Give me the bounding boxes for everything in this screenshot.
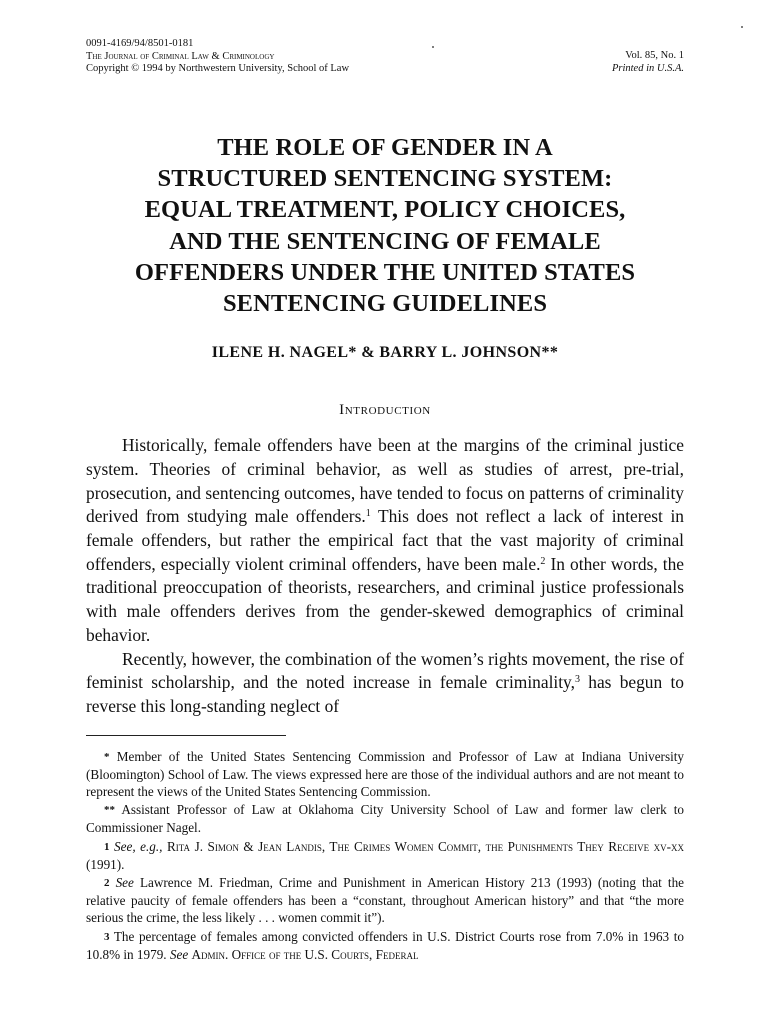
- text-run: This does not reflect a lack of interest in female offenders, but rather the empirical fact that the vast majority of criminal offenders, especially violent criminal offenders, have been male.: [86, 506, 684, 574]
- body-text: [86, 434, 684, 718]
- footnote-text: Assistant Professor of Law at Oklahoma City University School of Law and former law clerk to Commissioner Nagel.: [86, 802, 684, 836]
- text-run: Historically, female offenders have been at the margins of the criminal justice system. Theories of criminal behavior, as well as studies of arrest, pre-trial, prosecution, and sentencing outcomes, have tended to focus on patterns of criminality derived from studying male offenders.: [86, 435, 684, 527]
- journal-page: [86, 38, 684, 964]
- paragraph: [86, 434, 684, 647]
- footnotes: [86, 748, 684, 963]
- footnote-item: [86, 838, 684, 873]
- title-line: AND THE SENTENCING OF FEMALE: [169, 227, 601, 255]
- footnote-text: Member of the United States Sentencing Commission and Professor of Law at Indiana University (Bloomington) School of Law. The views expressed here are those of the individual authors and are not meant to represent the views of the United States Sentencing Commission.: [86, 748, 685, 800]
- title-line: OFFENDERS UNDER THE UNITED STATES: [134, 258, 636, 286]
- text-run: In other words, the traditional preoccupation of theorists, researchers, and criminal justice professionals with male offenders derives from the gender-skewed demographics of criminal behavior.: [86, 553, 684, 645]
- author-line: ILENE H. NAGEL* & BARRY L. JOHNSON**: [211, 344, 559, 362]
- copyright-line: Copyright © 1994 by Northwestern University, School of Law: [86, 63, 350, 74]
- article-title: [86, 132, 684, 319]
- text-run: has begun to reverse this long-standing neglect of: [86, 672, 684, 716]
- journal-name: The Journal of Criminal Law & Criminology: [86, 50, 275, 62]
- footnote-item: [86, 801, 684, 836]
- footnote-ref[interactable]: 2: [540, 555, 546, 567]
- footnote-ref[interactable]: 1: [365, 508, 371, 520]
- signal-word: See, e.g.,: [114, 838, 163, 854]
- scan-speck: [741, 26, 743, 28]
- footnote-marker: 1: [104, 840, 110, 853]
- signal-word: See: [115, 875, 134, 891]
- text-run: Recently, however, the combination of the women’s rights movement, the rise of feminist scholarship, and the noted increase in female criminality,: [86, 648, 684, 693]
- footnote-marker: *: [104, 750, 110, 763]
- header-left: [86, 38, 349, 76]
- title-line: SENTENCING GUIDELINES: [222, 290, 548, 318]
- title-line: STRUCTURED SENTENCING SYSTEM:: [157, 165, 613, 193]
- footnote-item: [86, 874, 684, 927]
- journal-code: 0091-4169/94/8501-0181: [86, 38, 194, 49]
- title-line: THE ROLE OF GENDER IN A: [217, 134, 553, 161]
- footnote-ref[interactable]: 3: [574, 674, 580, 686]
- footnote-marker: 2: [104, 877, 110, 890]
- header-right: [612, 50, 684, 75]
- paragraph: [86, 648, 684, 719]
- footnote-marker: 3: [104, 930, 110, 943]
- footnote-text: Rita J. Simon & Jean Landis, The Crimes Women Commit, the Punishments They Receive xv-xx (1991).: [86, 838, 684, 872]
- printed-in: Printed in U.S.A.: [611, 62, 684, 74]
- footnote-text: Lawrence M. Friedman, Crime and Punishment in American History 213 (1993) (noting that the relative paucity of female offenders has been a “constant, throughout American history” and that “the more serious the crime, the less likely . . . women commit it”).: [86, 875, 685, 926]
- footnote-text: Admin. Office of the U.S. Courts, Federal: [191, 946, 419, 962]
- footnote-item: [86, 748, 684, 801]
- volume-number: Vol. 85, No. 1: [625, 50, 684, 61]
- footnote-marker: **: [104, 804, 115, 817]
- page-header: [86, 38, 684, 86]
- signal-word: See: [169, 946, 189, 962]
- section-heading: Introduction: [339, 402, 431, 419]
- footnote-item: [86, 928, 684, 963]
- footnote-text: The percentage of females among convicted offenders in U.S. District Courts rose from 7.0% in 1963 to 10.8% in 1979.: [86, 928, 684, 962]
- footnote-divider: [86, 735, 286, 736]
- title-line: EQUAL TREATMENT, POLICY CHOICES,: [144, 196, 626, 224]
